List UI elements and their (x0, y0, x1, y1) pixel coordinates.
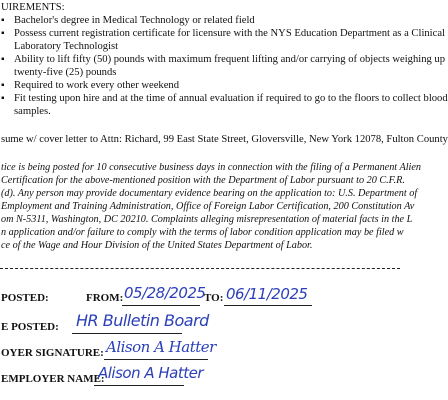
notice-line: ce of the Wage and Hour Division of the United States Department of Labor. (1, 240, 313, 251)
employer-name-label: EMPLOYER NAME: (1, 373, 105, 385)
notice-line: n application and/or failure to comply with the terms of labor condition application may be filed w (1, 227, 404, 238)
requirement-item: Fit testing upon hire and at the time of annual evaluation if required to go to the floors to collect blood (14, 93, 448, 104)
from-date-handwritten: 05/28/2025 (124, 284, 206, 302)
to-date-handwritten: 06/11/2025 (226, 285, 308, 303)
bullet-3: ▪ (1, 54, 5, 65)
notice-line: Certification for the above-mentioned position with the Department of Labor pursuant to 20 C.F.R. (1, 175, 405, 186)
requirement-item: Required to work every other weekend (14, 80, 180, 91)
bullet-4: ▪ (1, 80, 5, 91)
from-label: FROM: (86, 292, 124, 304)
notice-line: om N-5311, Washington, DC 20210. Complaints alleging misrepresentation of material facts in the L (1, 214, 413, 225)
requirement-item: twenty-five (25) pounds (14, 67, 117, 78)
where-posted-label: E POSTED: (1, 321, 59, 333)
signature-line (104, 359, 208, 360)
requirement-item: Ability to lift fifty (50) pounds with maximum frequent lifting and/or carrying of objects weighing up (14, 54, 446, 65)
to-label: TO: (204, 292, 224, 304)
requirement-item: Laboratory Technologist (14, 41, 119, 52)
requirement-item: samples. (14, 106, 51, 117)
requirement-item: Bachelor's degree in Medical Technology or related field (14, 15, 255, 26)
employer-signature: Alison A Hatter (106, 338, 216, 356)
employer-signature-label: OYER SIGNATURE: (1, 347, 104, 359)
bullet-1: ▪ (1, 15, 5, 26)
where-posted-handwritten: HR Bulletin Board (76, 311, 209, 330)
to-line (224, 305, 312, 306)
posted-label: POSTED: (1, 292, 49, 304)
employer-name-line (94, 385, 184, 386)
notice-line: (d). Any person may provide documentary evidence bearing on the application to: U.S. Department of (1, 188, 418, 199)
notice-line: Employment and Training Administration, Office of Foreign Labor Certification, 200 Constitution Av (1, 201, 415, 212)
requirements-heading: UIREMENTS: (1, 2, 65, 13)
from-line (122, 305, 200, 306)
dashed-separator (0, 268, 400, 269)
where-posted-line (72, 333, 182, 334)
notice-line: tice is being posted for 10 consecutive business days in connection with the filing of a Permanent Alien (1, 162, 421, 173)
resume-instructions: sume w/ cover letter to Attn: Richard, 99 East State Street, Gloversville, New York 12078, Fulton County (1, 134, 448, 145)
requirement-item: Possess current registration certificate for licensure with the NYS Education Department as a Clinical (14, 28, 445, 39)
bullet-2: ▪ (1, 28, 5, 39)
employer-name-handwritten: Alison A Hatter (98, 364, 204, 382)
bullet-5: ▪ (1, 93, 5, 104)
